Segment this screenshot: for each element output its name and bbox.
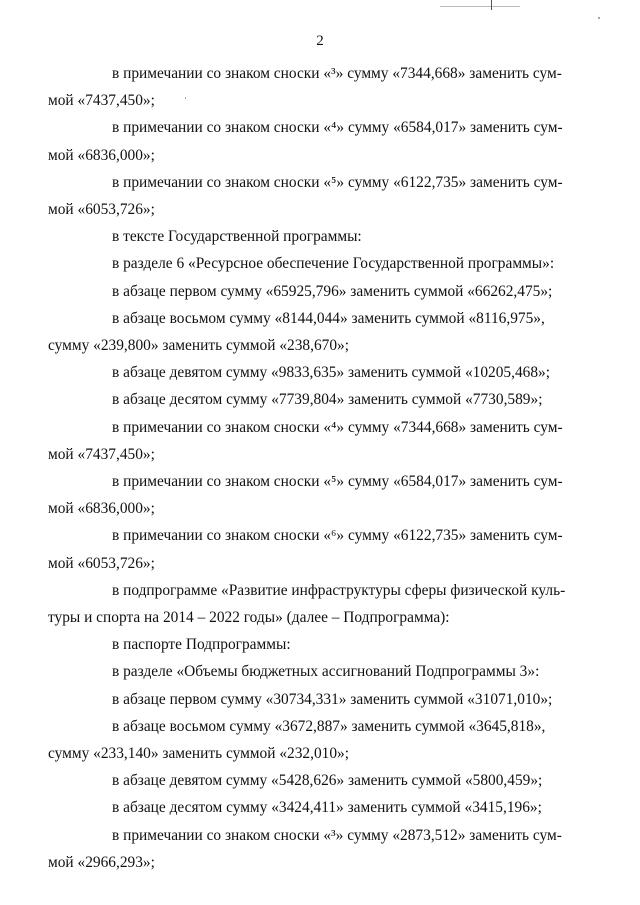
paragraph	[88, 250, 569, 277]
paragraph	[48, 114, 569, 168]
paragraph-line: в разделе «Объемы бюджетных ассигнований Подпрограммы 3»:	[112, 663, 540, 681]
paragraph-line: в примечании со знаком сноски «⁶» сумму «6122,735» заменить сум-	[112, 527, 563, 545]
paragraph	[48, 468, 569, 522]
paragraph-line: в абзаце первом сумму «65925,796» заменить суммой «66262,475»;	[112, 282, 553, 300]
paragraph	[48, 414, 569, 468]
document-body	[48, 60, 569, 876]
paragraph-line: в примечании со знаком сноски «⁵» сумму «6122,735» заменить сум-	[112, 173, 563, 191]
paragraph	[48, 169, 569, 223]
paragraph	[48, 60, 569, 114]
paragraph	[88, 278, 569, 305]
paragraph	[88, 386, 569, 413]
paragraph-line: мой «6053,726»;	[48, 201, 155, 219]
paragraph-line: мой «6053,726»;	[48, 554, 155, 572]
paragraph-line: в абзаце десятом сумму «3424,411» заменить суммой «3415,196»;	[112, 799, 542, 817]
paragraph-line: мой «6836,000»;	[48, 500, 155, 518]
paragraph-line: в разделе 6 «Ресурсное обеспечение Государственной программы»:	[112, 255, 555, 273]
paragraph-line: в паспорте Подпрограммы:	[112, 636, 291, 654]
paragraph-line: в подпрограмме «Развитие инфраструктуры сферы физической куль-	[112, 581, 566, 599]
paragraph	[48, 713, 569, 767]
paragraph	[88, 223, 569, 250]
paragraph-line: туры и спорта на 2014 – 2022 годы» (далее – Подпрограмма):	[48, 609, 450, 627]
paragraph-line: мой «2966,293»;	[48, 853, 155, 871]
paragraph-line: в примечании со знаком сноски «⁵» сумму «6584,017» заменить сум-	[112, 473, 563, 491]
paragraph	[88, 631, 569, 658]
paragraph-line: в примечании со знаком сноски «³» сумму «7344,668» заменить сум-	[112, 65, 562, 82]
paragraph-line: в примечании со знаком сноски «⁴» сумму «7344,668» заменить сум-	[112, 418, 563, 436]
scan-artifact-line	[440, 6, 520, 7]
paragraph-line: в абзаце девятом сумму «5428,626» заменить суммой «5800,459»;	[112, 772, 543, 790]
paragraph	[88, 359, 569, 386]
paragraph-line: сумму «233,140» заменить суммой «232,010»;	[48, 745, 350, 763]
paragraph	[88, 767, 569, 794]
paragraph	[48, 522, 569, 576]
paragraph	[88, 686, 569, 713]
paragraph-line: мой «7437,450»;	[48, 92, 155, 110]
paragraph	[88, 658, 569, 685]
paragraph-line: мой «6836,000»;	[48, 146, 155, 164]
paragraph-line: в примечании со знаком сноски «⁴» сумму «6584,017» заменить сум-	[112, 119, 563, 137]
scan-artifact-tick	[491, 0, 492, 10]
paragraph-line: в абзаце восьмом сумму «3672,887» заменить суммой «3645,818»,	[112, 717, 546, 735]
paragraph-line: мой «7437,450»;	[48, 445, 155, 463]
paragraph	[48, 305, 569, 359]
paragraph	[48, 577, 569, 631]
paragraph-line: в примечании со знаком сноски «³» сумму «2873,512» заменить сум-	[112, 826, 562, 844]
paragraph	[88, 794, 569, 821]
paragraph-line: сумму «239,800» заменить суммой «238,670»;	[48, 337, 350, 355]
paragraph-line: в абзаце девятом сумму «9833,635» заменить суммой «10205,468»;	[112, 364, 551, 382]
paragraph-line: в абзаце первом сумму «30734,331» заменить суммой «31071,010»;	[112, 690, 553, 708]
page-number: 2	[316, 33, 324, 49]
scan-artifact-dot	[598, 17, 600, 19]
paragraph-line: в абзаце десятом сумму «7739,804» заменить суммой «7730,589»;	[112, 391, 543, 409]
paragraph	[48, 822, 569, 876]
paragraph-line: в абзаце восьмом сумму «8144,044» заменить суммой «8116,975»,	[112, 309, 545, 327]
paragraph-line: в тексте Государственной программы:	[112, 228, 362, 246]
